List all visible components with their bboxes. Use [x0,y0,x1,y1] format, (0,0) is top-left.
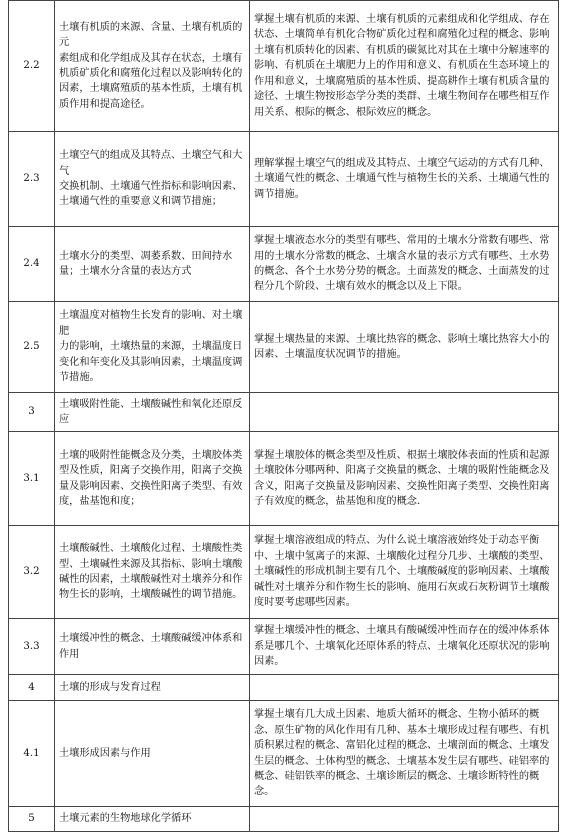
topic-text: 土壤温度对植物生长发育的影响、对土壤肥 力的影响，土壤热量的来源，土壤温度日变化和年变化及其影响因素，土壤温度调节措施。 [59,310,243,384]
requirement-text: 掌握土壤有机质的来源、土壤有机质的元素组成和化学组成、存在状态、土壤简单有机化合物矿质化过程和腐殖化过程的概念、影响土壤有机质转化的因素、有机质的碳氮比对其在土壤中分解速率的影响、有机质在土壤肥力上的作用和意义、有机质在生态环境上的作用和意义，土壤腐殖质的基本性质、提高耕作土壤有机质含量的途径、土壤生物按形态学分类的类群、土壤生物间存在哪些相互作用关系、根际的概念、根际效应的概念。 [254,14,550,118]
table-row [9,132,559,227]
requirement-cell [250,807,559,832]
section-number: 3 [9,393,55,432]
requirement-text: 掌握土壤溶液组成的特点、为什么说土壤溶液始终处于动态平衡中、土壤中氢离子的来源、土壤酸化过程分几步、土壤酸的类型、土壤碱性的形成机制主要有几个、土壤酸碱度的影响因素、土壤酸碱性对土壤养分和作物生长的影响、施用石灰或石灰粉调节土壤酸度时要考虑哪些因素。 [254,535,550,609]
topic-text: 土壤空气的组成及其特点、土壤空气和大气 交换机制、土壤通气性指标和影响因素、土壤通气性的重要意义和调节措施； [59,150,243,208]
table-row [9,432,559,526]
topic-text: 土壤吸附性能、土壤酸碱性和氧化还原反应 [59,398,243,425]
topic-cell [55,132,250,227]
requirement-cell [250,1,559,132]
table-row [9,302,559,393]
table-row [9,701,559,807]
requirement-cell [250,701,559,807]
topic-cell [55,302,250,393]
topic-cell [55,432,250,526]
requirement-text: 掌握土壤有几大成土因素、地质大循环的概念、生物小循环的概念、原生矿物的风化作用有几种、基本土壤形成过程有哪些、有机质积累过程的概念、富铝化过程的概念、土壤剖面的概念、土壤发生层的概念、土体构型的概念、土壤基本发生层有哪些、硅铝率的概念、硅铝铁率的概念、土壤诊断层的概念、土壤诊断特性的概念。 [254,709,550,798]
table-row [9,393,559,432]
requirement-cell [250,619,559,675]
topic-text: 土壤酸碱性、土壤酸化过程、土壤酸性类型、土壤碱性来源及其指标、影响土壤酸碱性的因素，土壤酸碱性对土壤养分和作物生长的影响，土壤酸碱性的调节措施。 [59,543,243,601]
table-row [9,1,559,132]
section-number: 3.1 [9,432,55,526]
section-number: 5 [9,807,55,832]
topic-cell [55,227,250,302]
section-number: 4.1 [9,701,55,807]
requirement-cell [250,302,559,393]
requirement-cell [250,526,559,619]
topic-cell [55,1,250,132]
table-row [9,619,559,675]
table-row [9,227,559,302]
requirement-text: 掌握土壤热量的来源、土壤比热容的概念、影响土壤比热容大小的因素、土壤温度状况调节的措施。 [254,333,550,360]
requirement-cell [250,675,559,701]
topic-cell [55,701,250,807]
table-row [9,526,559,619]
syllabus-page [8,0,558,829]
topic-text: 土壤元素的生物地球化学循环 [59,813,192,825]
topic-cell [55,675,250,701]
requirement-text: 掌握土壤缓冲性的概念、土壤具有酸碱缓冲性而存在的缓冲体系体系是哪几个、土壤氧化还原体系的特点、土壤氧化还原状况的影响因素。 [254,625,550,668]
requirement-text: 掌握土壤液态水分的类型有哪些、常用的土壤水分常数有哪些、常用的土壤水分常数的概念、土壤含水量的表示方式有哪些、土水势的概念、各个土水势分势的概念。土面蒸发的概念、土面蒸发的过程分几个阶段、土壤有效水的概念以及上下限。 [254,235,550,293]
section-number: 3.2 [9,526,55,619]
section-number: 2.4 [9,227,55,302]
section-number: 2.5 [9,302,55,393]
requirement-cell [250,227,559,302]
requirement-cell [250,132,559,227]
topic-cell [55,619,250,675]
requirement-cell [250,432,559,526]
topic-text: 土壤有机质的来源、含量、土壤有机质的元 素组成和化学组成及其存在状态，土壤有机质矿质化和腐殖化过程以及影响转化的因素，土壤腐殖质的基本性质，土壤有机质作用和提高途径。 [59,21,243,110]
table-row [9,807,559,832]
topic-text: 土壤的形成与发育过程 [59,681,161,693]
syllabus-table [8,0,559,832]
section-number: 3.3 [9,619,55,675]
topic-cell [55,807,250,832]
topic-text: 土壤形成因素与作用 [59,747,151,759]
section-number: 2.2 [9,1,55,132]
topic-text: 土壤缓冲性的概念、土壤酸碱缓冲体系和作用 [59,633,243,660]
topic-text: 土壤的吸附性能概念及分类，土壤胶体类型及性质，阳离子交换作用，阳离子交换量及影响因素、交换性阳离子类型、有效度，盐基饱和度； [59,449,243,507]
requirement-text: 理解掌握土壤空气的组成及其特点、土壤空气运动的方式有几种、土壤通气性的概念、土壤通气性与植物生长的关系、土壤通气性的调节措施。 [254,157,550,200]
table-row [9,675,559,701]
requirement-cell [250,393,559,432]
requirement-text: 掌握土壤胶体的概念类型及性质、根据土壤胶体表面的性质和起源土壤胶体分哪两种、阳离子交换量的概念、土壤的吸附性能概念及含义，阳离子交换量及影响因素、交换性阳离子类型、交换性阳离子有效度的概念，盐基饱和度的概念. [254,449,550,507]
topic-cell [55,526,250,619]
topic-text: 土壤水分的类型、凋萎系数、田间持水量；土壤水分含量的表达方式 [59,250,233,277]
topic-cell [55,393,250,432]
section-number: 2.3 [9,132,55,227]
section-number: 4 [9,675,55,701]
